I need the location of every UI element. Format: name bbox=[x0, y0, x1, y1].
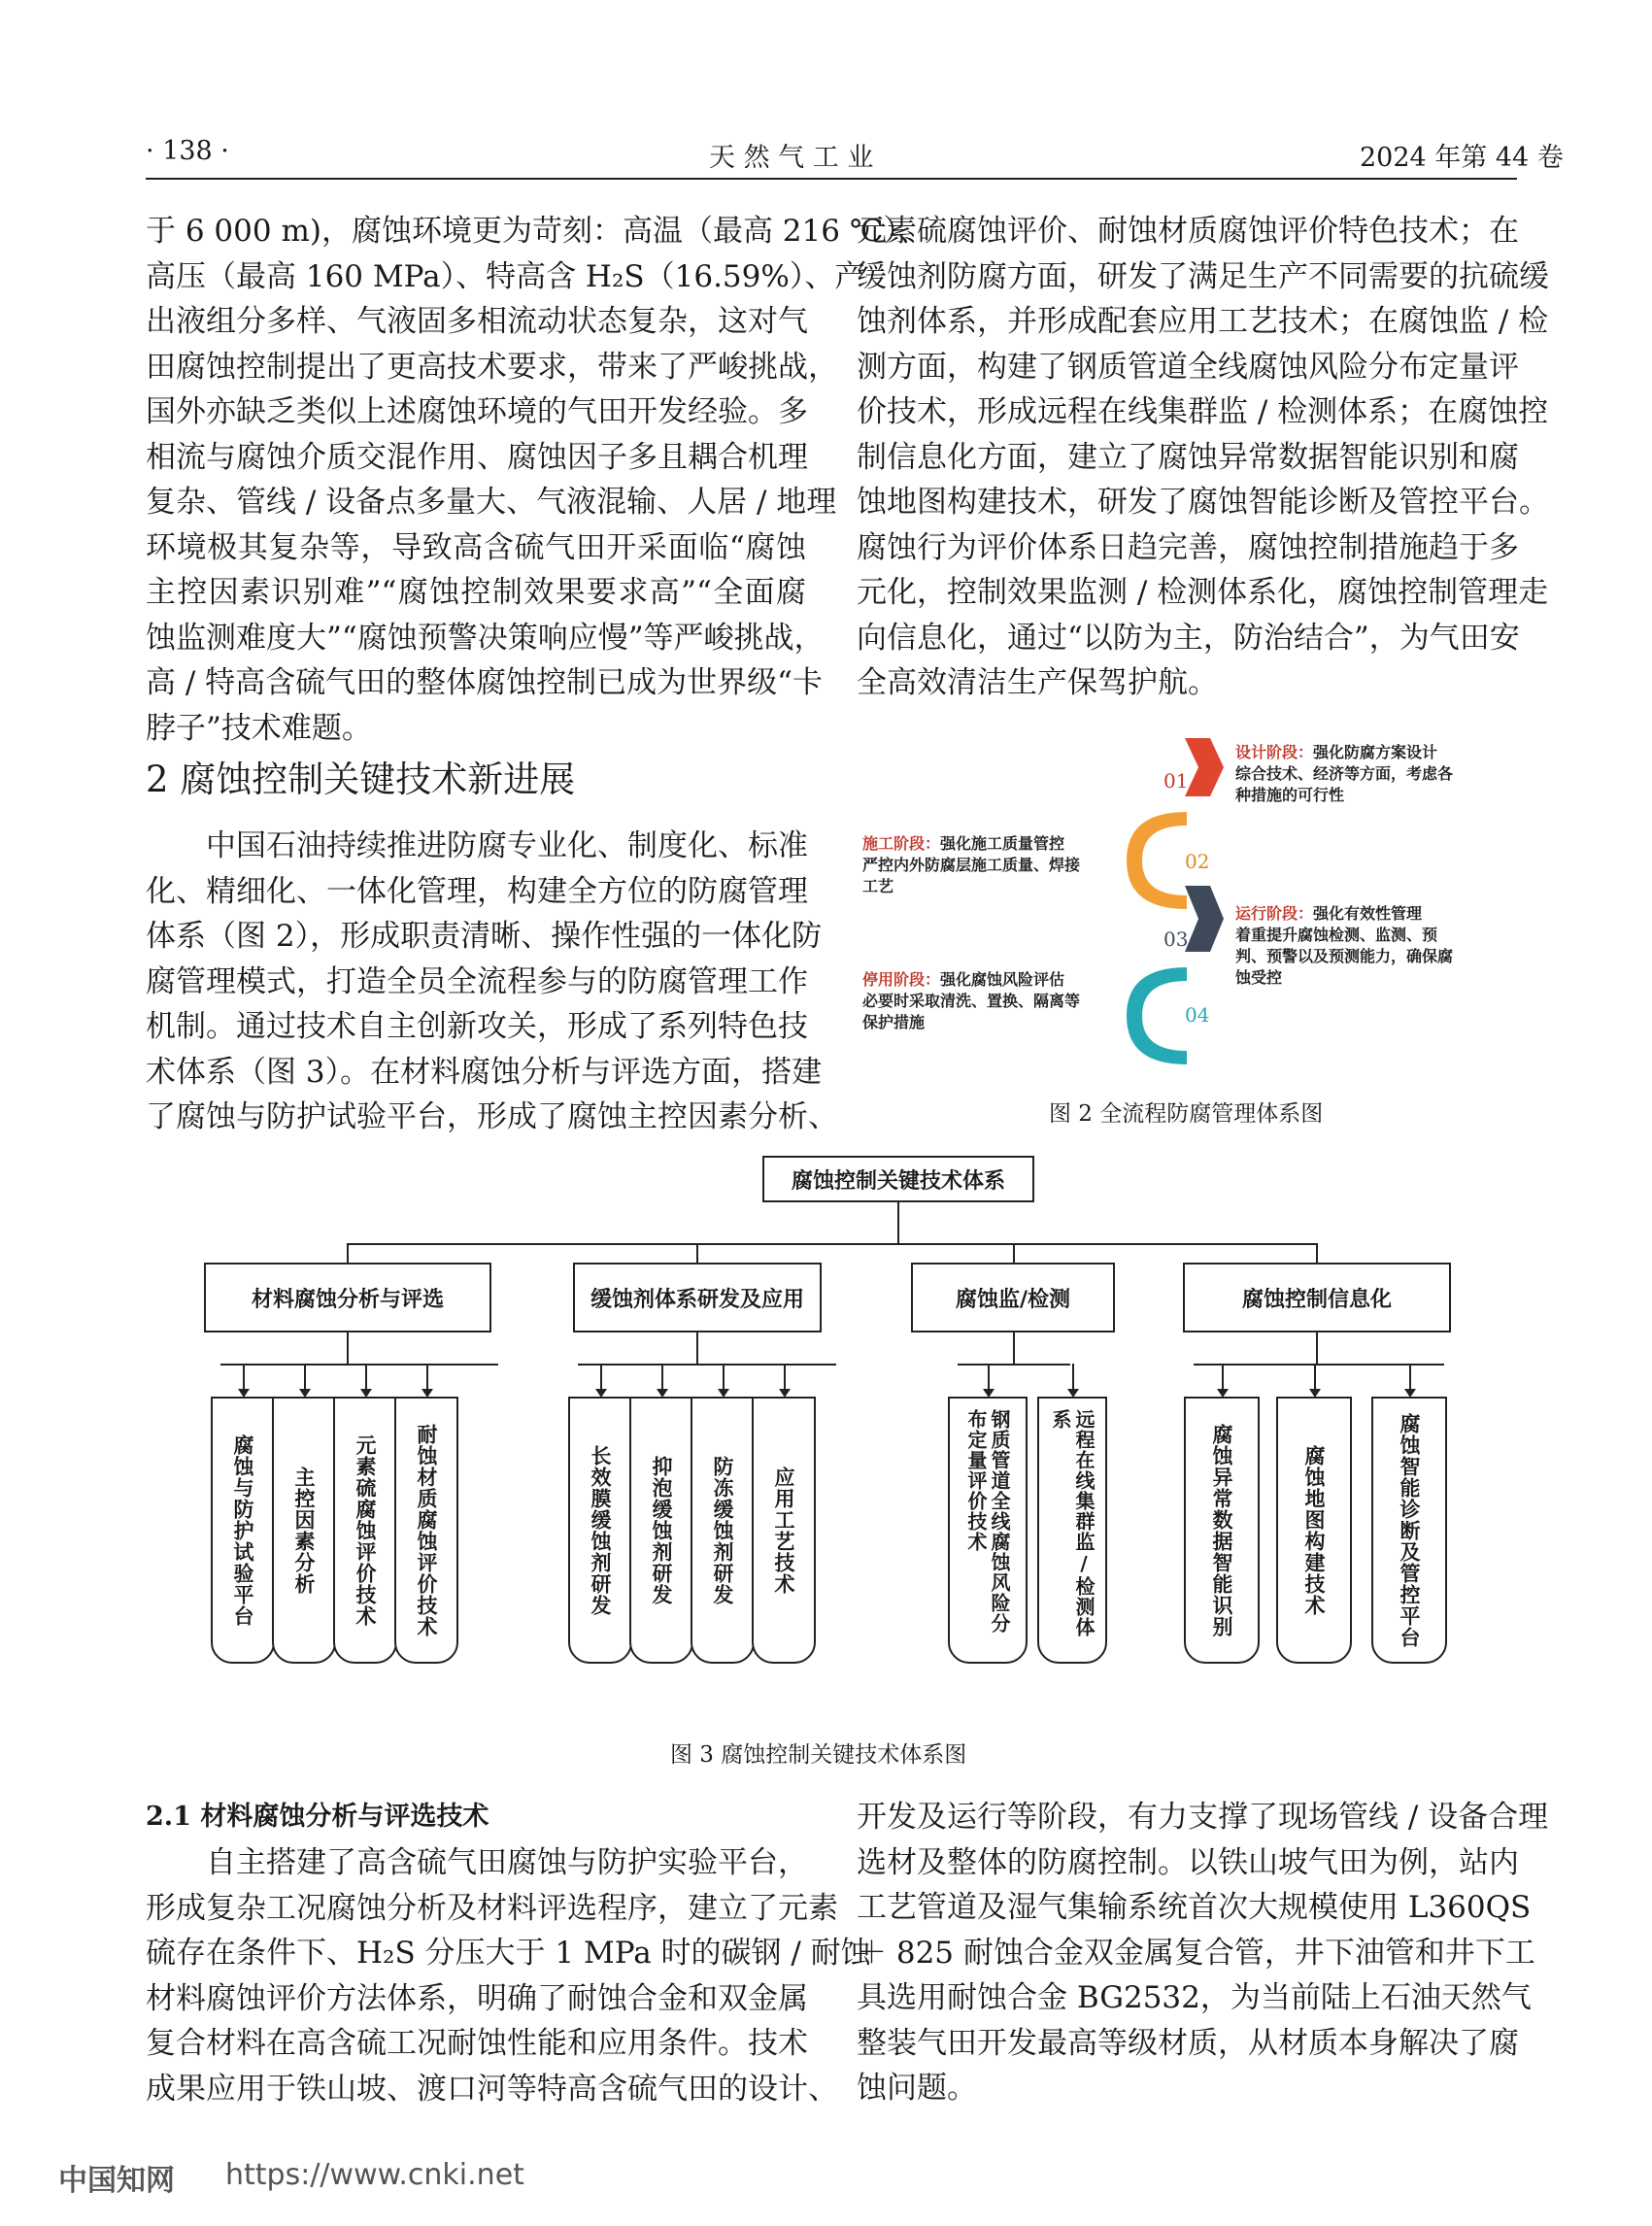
stage-03-text bbox=[1235, 903, 1517, 989]
stage-01-title: 设计阶段： bbox=[1235, 743, 1314, 761]
volume-label: 2024 年第 44 卷 bbox=[1360, 143, 1564, 173]
root-node: 腐蚀控制关键技术体系 bbox=[762, 1156, 1034, 1202]
stage-03-line4: 蚀受控 bbox=[1235, 968, 1283, 987]
text-line: 元素硫腐蚀评价、耐蚀材质腐蚀评价特色技术；在 bbox=[857, 214, 1519, 249]
stage-03-chevron bbox=[1185, 886, 1224, 952]
leaf-node bbox=[691, 1397, 755, 1664]
text-line: 成果应用于铁山坡、渡口河等特高含硫气田的设计、 bbox=[146, 2071, 838, 2107]
stage-02-arc bbox=[1127, 812, 1187, 909]
section-2-heading: 2 腐蚀控制关键技术新进展 bbox=[146, 759, 576, 800]
branch-monitoring: 腐蚀监/检测 bbox=[911, 1263, 1115, 1332]
leaf-label: 腐蚀异常数据智能识别 bbox=[1210, 1423, 1233, 1637]
section-2-1-left-paragraph bbox=[146, 1840, 871, 2111]
stage-01-line3: 种措施的可行性 bbox=[1235, 786, 1345, 804]
section-2-paragraph bbox=[146, 824, 838, 1140]
stage-02-title: 施工阶段： bbox=[862, 834, 941, 853]
text-line: 中国石油持续推进防腐专业化、制度化、标准 bbox=[206, 828, 808, 863]
sub-stem-1 bbox=[347, 1332, 349, 1364]
text-line: 体系（图 2），形成职责清晰、操作性强的一体化防 bbox=[146, 919, 823, 954]
leaf-label: 远程在线集群监/检测体系 bbox=[1049, 1408, 1096, 1637]
stage-03-line3: 判、预警以及预测能力，确保腐 bbox=[1235, 947, 1454, 965]
journal-title: 天 然 气 工 业 bbox=[709, 143, 874, 173]
text-line: 于 6 000 m)，腐蚀环境更为苛刻：高温（最高 216 ℃）、 bbox=[146, 214, 928, 249]
text-line: 工艺管道及湿气集输系统首次大规模使用 L360QS bbox=[857, 1890, 1532, 1925]
branch-drop-2 bbox=[696, 1243, 698, 1263]
text-line: 测方面，构建了钢质管道全线腐蚀风险分布定量评 bbox=[857, 349, 1519, 385]
leaf-label: 耐蚀材质腐蚀评价技术 bbox=[415, 1423, 438, 1637]
text-line: 主控因素识别难”“腐蚀控制效果要求高”“全面腐 bbox=[146, 575, 806, 610]
sub-bar-4 bbox=[1194, 1364, 1444, 1366]
text-line: 制信息化方面，建立了腐蚀异常数据智能识别和腐 bbox=[857, 439, 1519, 475]
text-line: 全高效清洁生产保驾护航。 bbox=[857, 665, 1218, 700]
text-line: 材料腐蚀评价方法体系，明确了耐蚀合金和双金属 bbox=[146, 1980, 808, 2016]
text-line: 开发及运行等阶段，有力支撑了现场管线 / 设备合理 bbox=[857, 1800, 1549, 1835]
section-2-1-right-paragraph bbox=[857, 1795, 1549, 2111]
stage-01-line2: 综合技术、经济等方面，考虑各 bbox=[1235, 764, 1454, 783]
leaf-node bbox=[211, 1397, 275, 1664]
text-line: 蚀监测难度大”“腐蚀预警决策响应慢”等严峻挑战， bbox=[146, 620, 825, 656]
leaf-node bbox=[272, 1397, 336, 1664]
text-line: 环境极其复杂等，导致高含硫气田开采面临“腐蚀 bbox=[146, 529, 806, 565]
sub-stem-2 bbox=[696, 1332, 698, 1364]
cnki-url[interactable]: https://www.cnki.net bbox=[225, 2158, 524, 2192]
text-line: 自主搭建了高含硫气田腐蚀与防护实验平台， bbox=[206, 1845, 808, 1880]
stage-01-chevron bbox=[1185, 738, 1224, 796]
text-line: 了腐蚀与防护试验平台，形成了腐蚀主控因素分析、 bbox=[146, 1099, 838, 1134]
stage-04-line1: 强化腐蚀风险评估 bbox=[940, 970, 1065, 989]
stage-02-line2: 严控内外防腐层施工质量、焊接 bbox=[862, 856, 1081, 874]
text-line: 形成复杂工况腐蚀分析及材料评选程序，建立了元素 bbox=[146, 1890, 838, 1926]
leaf-node bbox=[394, 1397, 458, 1664]
branch-informatization: 腐蚀控制信息化 bbox=[1183, 1263, 1451, 1332]
leaf-node bbox=[1037, 1397, 1107, 1664]
text-line: 向信息化，通过“以防为主，防治结合”，为气田安 bbox=[857, 620, 1520, 656]
left-top-paragraph bbox=[146, 209, 928, 751]
branch-drop-3 bbox=[1013, 1243, 1015, 1263]
text-line: 术体系（图 3）。在材料腐蚀分析与评选方面，搭建 bbox=[146, 1054, 823, 1090]
text-line: 腐管理模式，打造全员全流程参与的防腐管理工作 bbox=[146, 963, 808, 999]
leaf-label: 长效膜缓蚀剂研发 bbox=[589, 1444, 612, 1616]
stage-04-arc bbox=[1127, 967, 1187, 1064]
stage-02-line1: 强化施工质量管控 bbox=[940, 834, 1065, 853]
leaf-node bbox=[948, 1397, 1028, 1664]
page-number: · 138 · bbox=[146, 136, 229, 166]
text-line: 复杂、管线 / 设备点多量大、气液混输、人居 / 地理 bbox=[146, 485, 837, 520]
figure-2 bbox=[855, 728, 1525, 1078]
stage-03-title: 运行阶段： bbox=[1235, 904, 1314, 923]
sub-bar-2 bbox=[578, 1364, 836, 1366]
leaf-label: 腐蚀与防护试验平台 bbox=[231, 1433, 254, 1627]
text-line: 机制。通过技术自主创新攻关，形成了系列特色技 bbox=[146, 1009, 808, 1044]
text-line: 相流与腐蚀介质交混作用、腐蚀因子多且耦合机理 bbox=[146, 439, 808, 475]
figure-3-caption: 图 3 腐蚀控制关键技术体系图 bbox=[670, 1742, 967, 1768]
text-line: 价技术，形成远程在线集群监 / 检测体系；在腐蚀控 bbox=[857, 394, 1549, 429]
text-line: 出液组分多样、气液固多相流动状态复杂，这对气 bbox=[146, 304, 808, 339]
stage-03-line1: 强化有效性管理 bbox=[1313, 904, 1423, 923]
branch-bar bbox=[347, 1243, 1318, 1245]
sub-bar-1 bbox=[220, 1364, 498, 1366]
text-line: 缓蚀剂防腐方面，研发了满足生产不同需要的抗硫缓 bbox=[857, 258, 1549, 294]
text-line: 蚀地图构建技术，研发了腐蚀智能诊断及管控平台。 bbox=[857, 485, 1549, 520]
branch-inhibitors: 缓蚀剂体系研发及应用 bbox=[573, 1263, 822, 1332]
right-top-paragraph bbox=[857, 209, 1549, 706]
stage-04-line2: 必要时采取清洗、置换、隔离等 bbox=[862, 992, 1081, 1010]
section-2-1-heading: 2.1 材料腐蚀分析与评选技术 bbox=[146, 1802, 489, 1832]
figure-2-caption: 图 2 全流程防腐管理体系图 bbox=[1049, 1101, 1324, 1127]
leaf-label: 防冻缓蚀剂研发 bbox=[711, 1455, 734, 1605]
leaf-node bbox=[752, 1397, 816, 1664]
text-line: 选材及整体的防腐控制。以铁山坡气田为例，站内 bbox=[857, 1844, 1519, 1880]
leaf-node bbox=[1184, 1397, 1260, 1664]
text-line: 蚀问题。 bbox=[857, 2071, 977, 2106]
text-line: 整装气田开发最高等级材质，从材质本身解决了腐 bbox=[857, 2025, 1519, 2061]
text-line: 高压（最高 160 MPa）、特高含 H₂S（16.59%）、产 bbox=[146, 258, 865, 294]
leaf-node bbox=[1371, 1397, 1447, 1664]
text-line: 脖子”技术难题。 bbox=[146, 710, 372, 746]
leaf-node bbox=[629, 1397, 693, 1664]
text-line: 田腐蚀控制提出了更高技术要求，带来了严峻挑战， bbox=[146, 349, 838, 385]
text-line: 硫存在条件下、H₂S 分压大于 1 MPa 时的碳钢 / 耐蚀 bbox=[146, 1936, 871, 1971]
cnki-logo: 中国知网 bbox=[58, 2164, 175, 2198]
sub-stem-4 bbox=[1316, 1332, 1318, 1364]
leaf-label: 腐蚀地图构建技术 bbox=[1302, 1444, 1326, 1616]
sub-stem-3 bbox=[1013, 1332, 1015, 1364]
branch-drop-4 bbox=[1316, 1243, 1318, 1263]
leaf-node bbox=[333, 1397, 397, 1664]
stage-02-text bbox=[862, 833, 1134, 897]
text-line: 蚀剂体系，并形成配套应用工艺技术；在腐蚀监 / 检 bbox=[857, 304, 1549, 339]
stage-03-number: 03 bbox=[1163, 928, 1189, 951]
branch-drop-1 bbox=[347, 1243, 349, 1263]
stage-04-title: 停用阶段： bbox=[862, 970, 941, 989]
text-line: 腐蚀行为评价体系日趋完善，腐蚀控制措施趋于多 bbox=[857, 529, 1519, 565]
leaf-label: 应用工艺技术 bbox=[772, 1466, 795, 1595]
stage-03-line2: 着重提升腐蚀检测、监测、预 bbox=[1235, 926, 1438, 944]
stage-02-line3: 工艺 bbox=[862, 877, 894, 895]
stage-04-number: 04 bbox=[1185, 1003, 1210, 1027]
text-line: 高 / 特高含硫气田的整体腐蚀控制已成为世界级“卡 bbox=[146, 665, 823, 700]
leaf-node bbox=[568, 1397, 632, 1664]
stage-04-text bbox=[862, 969, 1134, 1033]
text-line: 国外亦缺乏类似上述腐蚀环境的气田开发经验。多 bbox=[146, 394, 808, 429]
text-line: 具选用耐蚀合金 BG2532，为当前陆上石油天然气 bbox=[857, 1980, 1532, 2015]
leaf-label: 主控因素分析 bbox=[292, 1466, 316, 1595]
text-line: 复合材料在高含硫工况耐蚀性能和应用条件。技术 bbox=[146, 2026, 808, 2061]
sub-bar-3 bbox=[958, 1364, 1070, 1366]
leaf-node bbox=[1276, 1397, 1352, 1664]
figure-3 bbox=[185, 1146, 1467, 1719]
text-line: 元化，控制效果监测 / 检测体系化，腐蚀控制管理走 bbox=[857, 575, 1549, 610]
stage-01-text bbox=[1235, 742, 1517, 806]
stage-01-line1: 强化防腐方案设计 bbox=[1313, 743, 1438, 761]
root-stem bbox=[897, 1202, 899, 1243]
leaf-label: 元素硫腐蚀评价技术 bbox=[354, 1433, 377, 1627]
stage-04-line3: 保护措施 bbox=[862, 1013, 926, 1031]
stage-01-number: 01 bbox=[1163, 769, 1189, 793]
header-rule bbox=[146, 178, 1517, 180]
leaf-label: 抑泡缓蚀剂研发 bbox=[650, 1455, 673, 1605]
text-line: 化、精细化、一体化管理，构建全方位的防腐管理 bbox=[146, 873, 808, 909]
leaf-label: 钢质管道全线腐蚀风险分布定量评价技术 bbox=[964, 1408, 1011, 1634]
stage-02-number: 02 bbox=[1185, 850, 1210, 873]
branch-materials: 材料腐蚀分析与评选 bbox=[204, 1263, 491, 1332]
text-line: ＋ 825 耐蚀合金双金属复合管，井下油管和井下工 bbox=[857, 1935, 1535, 1971]
leaf-label: 腐蚀智能诊断及管控平台 bbox=[1398, 1412, 1421, 1648]
